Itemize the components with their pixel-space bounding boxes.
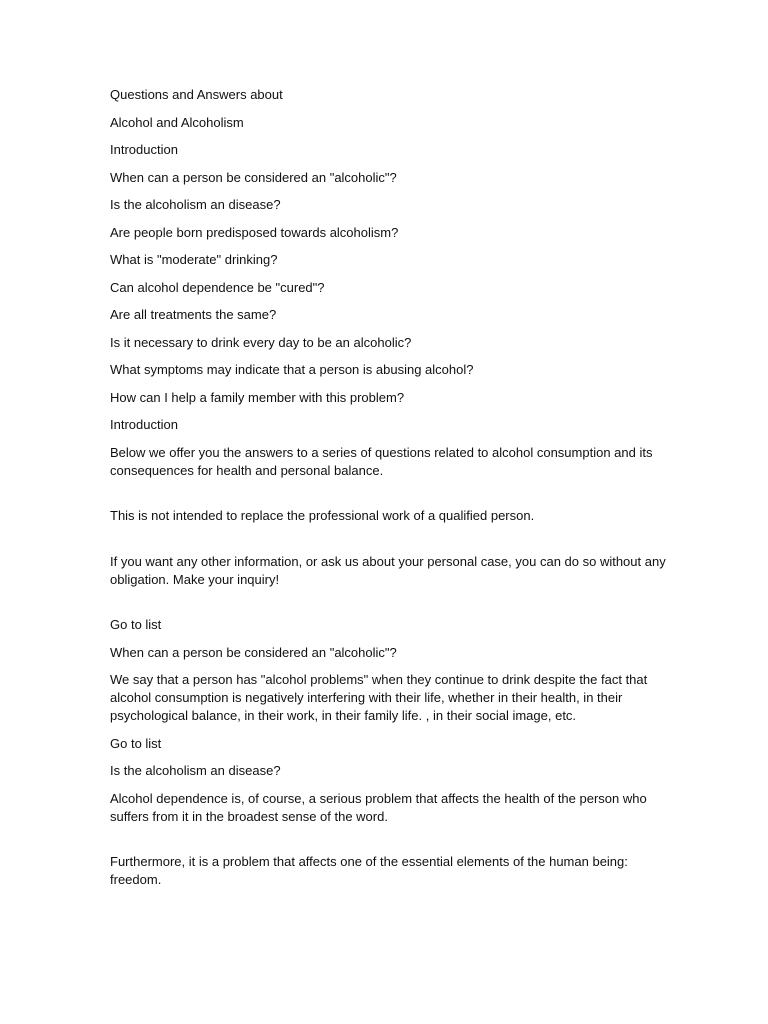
toc-item-symptoms: What symptoms may indicate that a person is abusing alcohol? — [110, 362, 474, 377]
question-2-answer-2: Furthermore, it is a problem that affects one of the essential elements of the human being: freedom. — [110, 854, 628, 887]
document-title-line-2: Alcohol and Alcoholism — [110, 114, 244, 130]
question-2-answer-1: Alcohol dependence is, of course, a serious problem that affects the health of the person who suffers from it in the broadest sense of the word. — [110, 790, 647, 824]
intro-paragraph-1: Below we offer you the answers to a series of questions related to alcohol consumption and its consequences for health and personal balance. — [110, 444, 653, 478]
go-to-list-link-2[interactable] — [110, 735, 670, 753]
go-to-list-link-1[interactable] — [110, 616, 670, 634]
toc-item-cured: Can alcohol dependence be "cured"? — [110, 279, 325, 295]
toc-item-treatments: Are all treatments the same? — [110, 307, 277, 322]
toc-item-family-help: How can I help a family member with this problem? — [110, 389, 405, 405]
toc-item-predisposed: Are people born predisposed towards alcoholism? — [110, 224, 399, 240]
paragraph-spacer — [110, 535, 670, 553]
toc-item-introduction: Introduction — [110, 142, 178, 157]
toc-item-moderate: What is "moderate" drinking? — [110, 252, 278, 267]
paragraph-spacer — [110, 598, 670, 616]
intro-paragraph-3: If you want any other information, or ask us about your personal case, you can do so without any obligation. Make your inquiry! — [110, 553, 666, 587]
go-to-list-text[interactable]: Go to list — [110, 735, 162, 751]
intro-paragraph-2: This is not intended to replace the professional work of a qualified person. — [110, 508, 535, 523]
toc-item-disease: Is the alcoholism an disease? — [110, 197, 281, 212]
question-1-answer: We say that a person has "alcohol problems" when they continue to drink despite the fact that alcohol consumption is negatively interfering with their life, whether in their health, in their psychological balance, in their work, in their family life. , in their social image, etc. — [110, 672, 648, 723]
intro-heading: Introduction — [110, 417, 178, 432]
paragraph-spacer — [110, 835, 670, 853]
document-title-line-1: Questions and Answers about — [110, 87, 283, 102]
question-1-heading: When can a person be considered an "alcoholic"? — [110, 644, 397, 660]
question-2-heading: Is the alcoholism an disease? — [110, 763, 281, 778]
toc-item-alcoholic: When can a person be considered an "alcoholic"? — [110, 169, 397, 185]
document-body — [110, 86, 670, 899]
paragraph-spacer — [110, 489, 670, 507]
toc-item-every-day: Is it necessary to drink every day to be an alcoholic? — [110, 334, 412, 350]
go-to-list-text[interactable]: Go to list — [110, 617, 162, 632]
